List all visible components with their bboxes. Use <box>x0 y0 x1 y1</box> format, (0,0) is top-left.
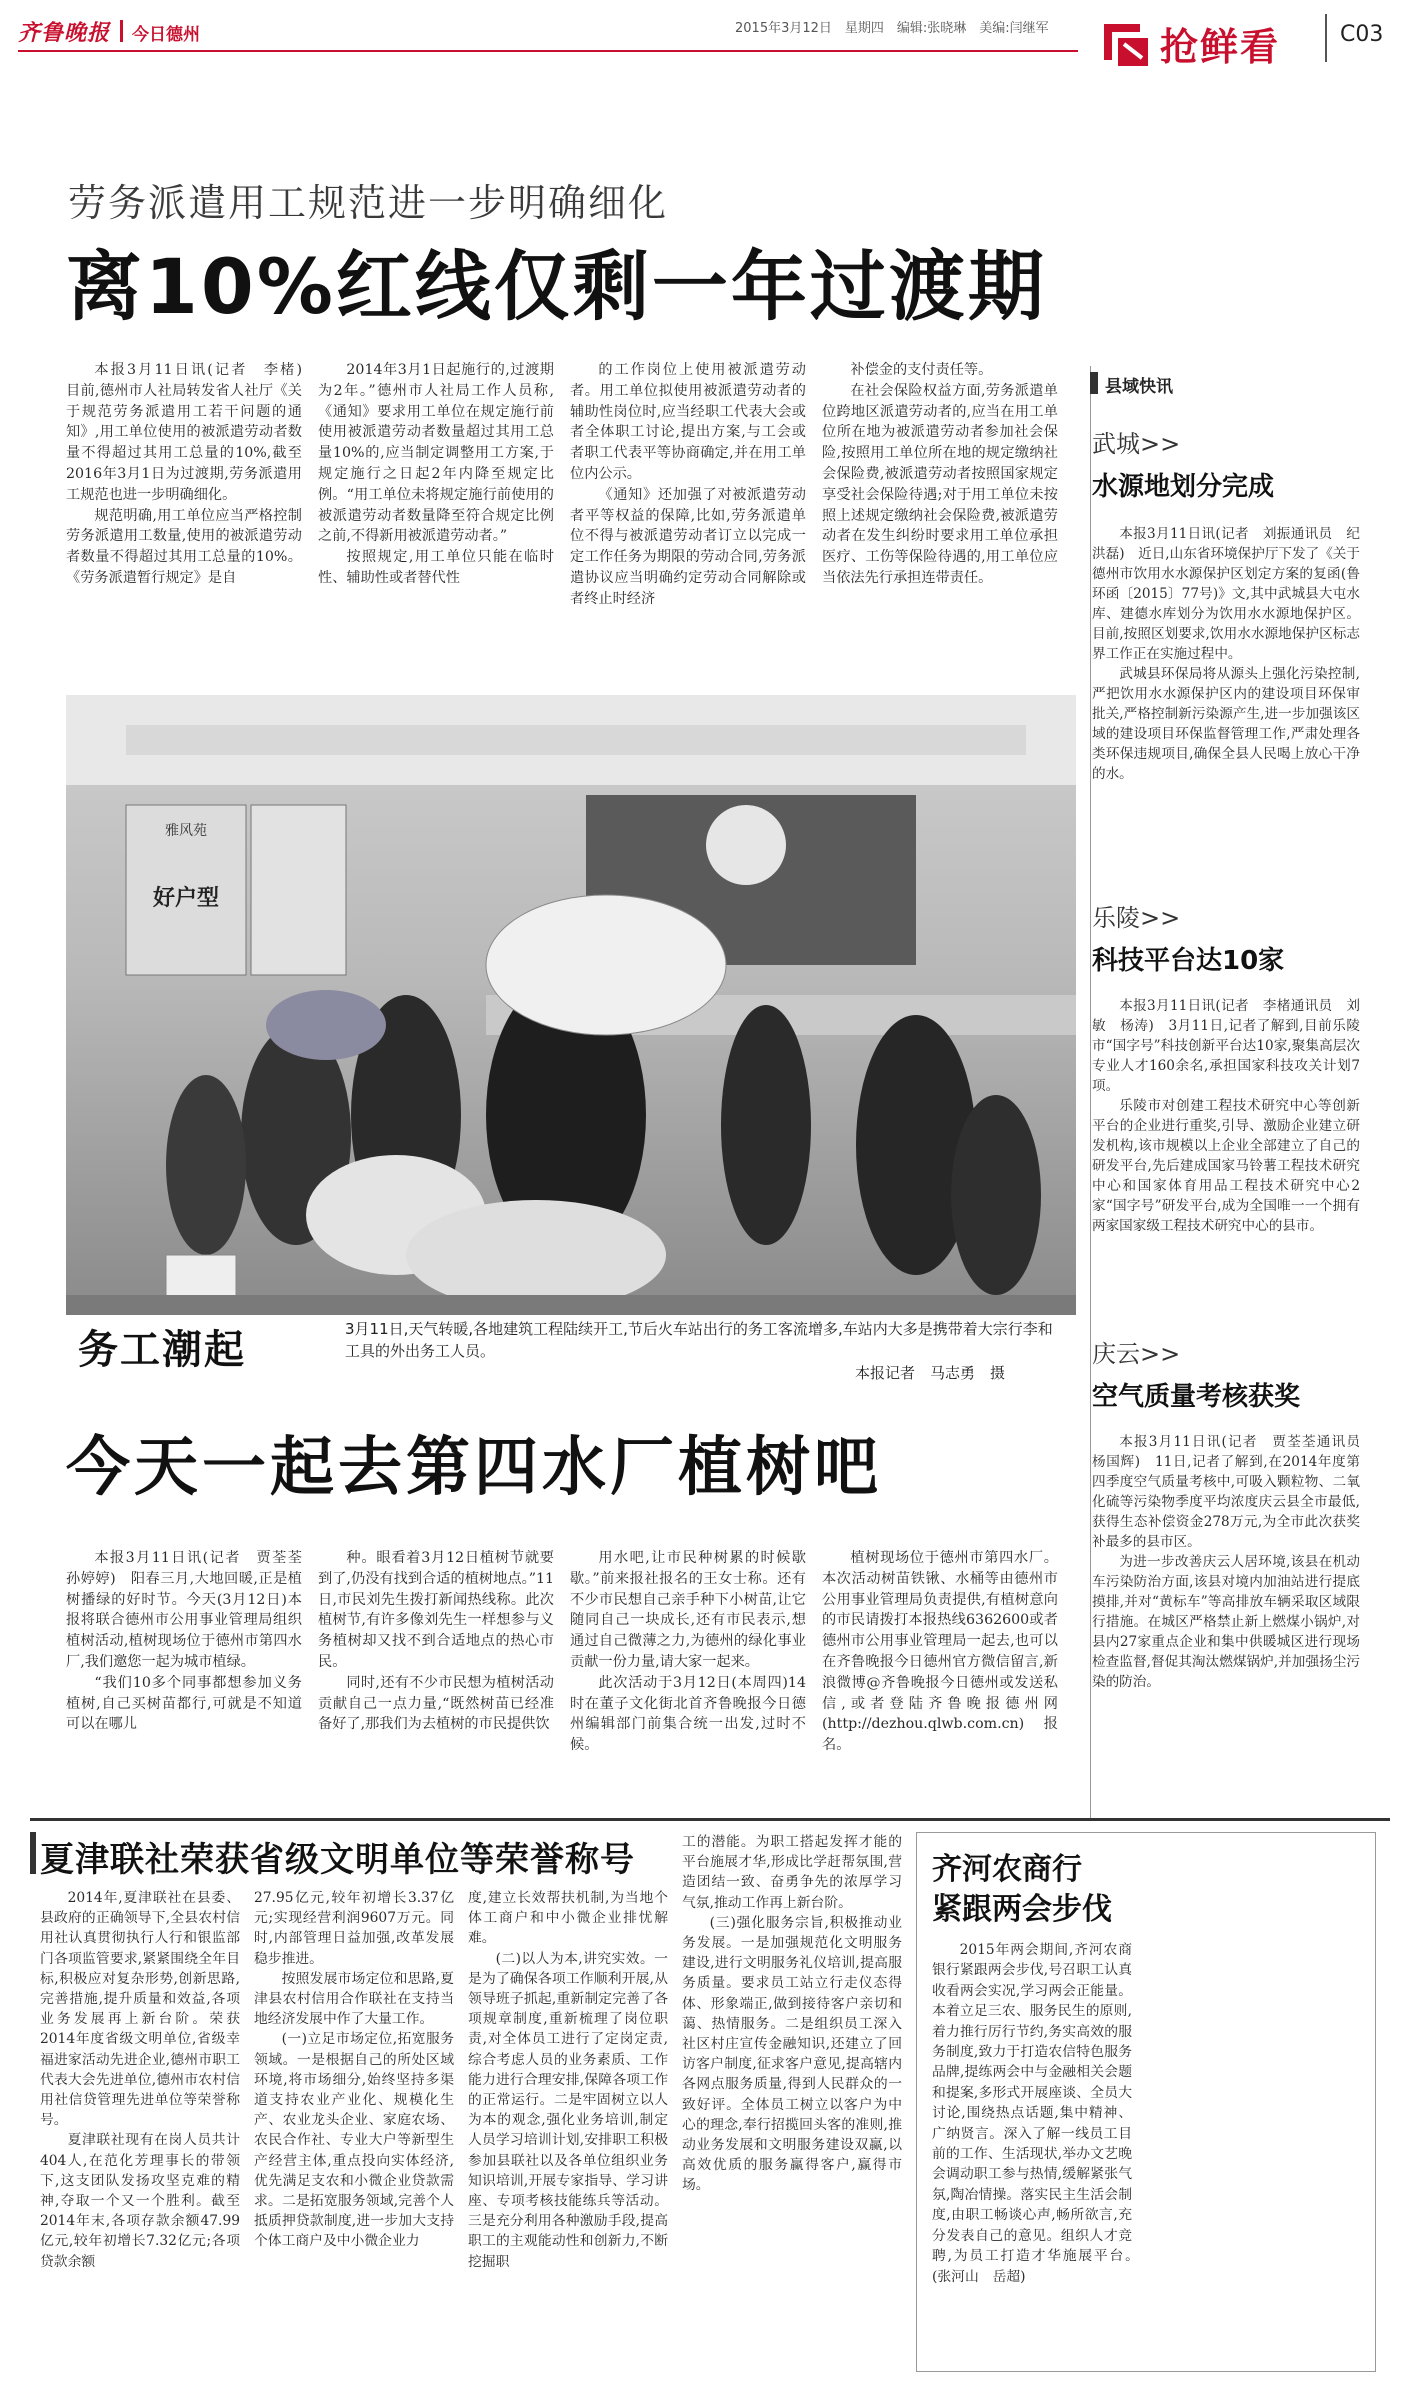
sidebar-label-marker <box>1090 372 1098 394</box>
brief-location: 乐陵>> <box>1092 904 1181 932</box>
logo-divider <box>120 20 123 42</box>
headline-marker <box>30 1832 36 1874</box>
page-number: C03 <box>1340 22 1384 47</box>
paragraph: 2014年3月1日起施行的,过渡期为2年。”德州市人社局工作人员称,《通知》要求用工单位在规定施行前使用被派遣劳动者数量超过其用工总量10%的,应当制定调整用工方案,于规定施行之日起2年内降至规定比例。“用工单位未将规定施行前使用的被派遣劳动者数量降至符合规定比例之前,不得新用被派遣劳动者。” <box>318 362 554 545</box>
tree-column-2 <box>318 1548 554 1808</box>
paragraph: 27.95亿元,较年初增长3.37亿元;实现经营利润9607万元。同时,内部管理日益加强,改革发展稳步推进。 <box>254 1890 454 1967</box>
brief-headline: 科技平台达10家 <box>1092 946 1285 976</box>
paragraph: “我们10多个同事都想参加义务植树,自己买树苗都行,可就是不知道可以在哪儿 <box>66 1674 302 1733</box>
photo-credit: 本报记者 马志勇 摄 <box>854 1364 1005 1382</box>
paragraph: 武城县环保局将从源头上强化污染控制,严把饮用水水源保护区内的建设项目环保审批关,严格控制新污染源产生,进一步加强该区域的建设项目环保监督管理工作,严肃处理各类环保违规项目,确保全县人民喝上放心干净的水。 <box>1092 666 1360 782</box>
paragraph: (二)以人为本,讲究实效。一是为了确保各项工作顺利开展,从领导班子抓起,重新制定完善了各项规章制度,重新梳理了岗位职责,对全体员工进行了定岗定责,综合考虑人员的业务素质、工作能力进行合理安排,保障各项工作的正常运行。二是牢固树立以人为本的观念,强化业务培训,制定人员学习培训计划,安排职工积极参加县联社以及各单位组织业务知识培训,开展专家指导、学习讲座、专项考核技能练兵等活动。三是充分利用各种激励手段,提高职工的主观能动性和创新力,不断挖掘职 <box>468 1950 668 2270</box>
paragraph: (一)立足市场定位,拓宽服务领域。一是根据自己的所处区域环境,将市场细分,始终坚持多渠道支持农业产业化、规模化生产、农业龙头企业、家庭农场、农民合作社、专业大户等新型生产经营主体,重点投向实体经济,优先满足支农和小微企业贷款需求。二是拓宽服务领域,完善个人抵质押贷款制度,进一步加大支持个体工商户及中小微企业力 <box>254 2031 454 2250</box>
paragraph: 《通知》还加强了对被派遣劳动者平等权益的保障,比如,劳务派遣单位不得与被派遣劳动者订立以完成一定工作任务为期限的劳动合同,劳务派遣协议应当明确约定劳动合同解除或者终止时经济 <box>570 486 806 607</box>
tree-column-4 <box>822 1548 1058 1808</box>
right-headline-line-1: 齐河农商行 <box>932 1852 1082 1887</box>
right-headline-line-2: 紧跟两会步伐 <box>932 1892 1112 1927</box>
brief-body <box>1092 1432 1374 1810</box>
brief-headline: 水源地划分完成 <box>1092 472 1275 502</box>
paragraph: 在社会保险权益方面,劳务派遣单位跨地区派遣劳动者的,应当在用工单位所在地为被派遣劳动者参加社会保险,按照用工单位所在地的规定缴纳社会保险费,被派遣劳动者按照国家规定享受社会保险待遇;对于用工单位未按照上述规定缴纳社会保险费,被派遣劳动者在发生纠纷时要求用工单位承担医疗、工伤等保险待遇的,用工单位应当依法先行承担连带责任。 <box>822 382 1058 586</box>
paragraph: 的工作岗位上使用被派遣劳动者。用工单位拟使用被派遣劳动者的辅助性岗位时,应当经职工代表大会或者全体职工讨论,提出方案,与工会或者职工代表平等协商确定,并在用工单位内公示。 <box>570 362 806 482</box>
paragraph: 本报3月11日讯(记者 李楮) 目前,德州市人社局转发省人社厅《关于规范劳务派遣用工若干问题的通知》,用工单位使用的被派遣劳动者数量不得超过其用工总量的10%,截至2016年3月1日为过渡期,劳务派遣用工规范也进一步明确细化。 <box>66 362 317 503</box>
bottom-section-rule <box>30 1818 1390 1821</box>
paragraph: 按照发展市场定位和思路,夏津县农村信用合作联社在支持当地经济发展中作了大量工作。 <box>254 1970 454 2028</box>
paragraph: 同时,还有不少市民想为植树活动贡献自己一点力量,“既然树苗已经准备好了,那我们为去植树的市民提供饮 <box>318 1674 554 1733</box>
bottom-column-4 <box>682 1832 902 2378</box>
bottom-column-2 <box>254 1888 454 2378</box>
right-story-body <box>932 1940 1146 2370</box>
section-badge-icon <box>1100 20 1152 70</box>
brief-body <box>1092 524 1360 894</box>
story-column-3 <box>570 360 806 680</box>
brief-headline: 空气质量考核获奖 <box>1092 1382 1301 1412</box>
photo-sign-text: 雅风苑 <box>165 823 207 839</box>
photo-title: 务工潮起 <box>78 1327 246 1373</box>
paragraph: 本报3月11日讯(记者 刘振通讯员 纪洪磊) 近日,山东省环境保护厅下发了《关于德州市饮用水水源保护区划定方案的复函(鲁环函〔2015〕77号)》文,其中武城县大屯水库、建德水库划分为饮用水水源地保护区。目前,按照区划要求,饮用水水源地保护区标志界工作正在实施过程中。 <box>1092 526 1360 662</box>
bottom-column-1 <box>40 1888 240 2378</box>
paragraph: 为进一步改善庆云人居环境,该县在机动车污染防治方面,该县对境内加油站进行提底摸排,并对“黄标车”等高排放车辆采取区域限行措施。在城区严格禁止新上燃煤小锅炉,对县内27家重点企业和集中供暖城区进行现场检查监督,督促其淘汰燃煤锅炉,并加强扬尘污染的防治。 <box>1092 1554 1360 1690</box>
story-column-1 <box>66 360 317 680</box>
paragraph: 补偿金的支付责任等。 <box>850 362 993 378</box>
news-photo <box>66 695 1076 1315</box>
paragraph: 按照规定,用工单位只能在临时性、辅助性或者替代性 <box>318 549 554 586</box>
tree-story-headline: 今天一起去第四水厂植树吧 <box>66 1431 882 1505</box>
paragraph: 夏津联社现有在岗人员共计404人,在范化芳理事长的带领下,这支团队发扬攻坚克难的精神,夺取一个又一个胜利。截至2014年末,各项存款余额47.99亿元,较年初增长7.32亿元;各项贷款余额 <box>40 2132 240 2270</box>
section-title: 抢鲜看 <box>1160 25 1281 69</box>
brief-location: 武城>> <box>1092 430 1181 458</box>
issue-meta: 2015年3月12日 星期四 编辑:张晓琳 美编:闫继军 <box>735 21 1049 36</box>
paragraph: 植树现场位于德州市第四水厂。本次活动树苗铁锹、水桶等由德州市公用事业管理局负责提供,有植树意向的市民请拨打本报热线6362600或者德州市公用事业管理局一起去,也可以在齐鲁晚报今日德州官方微信留言,新浪微博@齐鲁晚报今日德州或发送私信,或者登陆齐鲁晚报德州网(http://dezhou.qlwb.com.cn)报名。 <box>822 1550 1058 1754</box>
edition-name: 今日德州 <box>132 25 200 45</box>
photo-sign-text: 好户型 <box>152 886 220 911</box>
paragraph: 用水吧,让市民种树累的时候歇歇。”前来报社报名的王女士称。还有不少市民想自己亲手种下小树苗,让它随同自己一块成长,还有市民表示,想通过自己微薄之力,为德州的绿化事业贡献一份力量,请大家一起来。 <box>570 1550 806 1670</box>
newspaper-logo: 齐鲁晚报 <box>18 20 111 46</box>
paragraph: 本报3月11日讯(记者 李楮通讯员 刘敏 杨涛) 3月11日,记者了解到,目前乐陵市“国字号”科技创新平台达10家,聚集高层次专业人才160余名,承担国家科技攻关计划7项。 <box>1092 998 1360 1094</box>
paragraph: 工的潜能。为职工搭起发挥才能的平台施展才华,形成比学赶帮氛围,营造团结一致、奋勇争先的浓厚学习气氛,推动工作再上新台阶。 <box>682 1834 902 1911</box>
paragraph: 本报3月11日讯(记者 贾荃荃通讯员 杨国辉) 11日,记者了解到,在2014年度第四季度空气质量考核中,可吸入颗粒物、二氧化硫等污染物季度平均浓度庆云县全市最低,获得生态补偿资金278万元,为全市此次获奖补最多的县市区。 <box>1092 1434 1374 1550</box>
paragraph: 2015年两会期间,齐河农商银行紧跟两会步伐,号召职工认真收看两会实况,学习两会正能量。本着立足三农、服务民生的原则,着力推行厉行节约,务实高效的服务制度,致力于打造农信特色服务品牌,提练两会中与金融相关会题和提案,多形式开展座谈、全员大讨论,围绕热点话题,集中精神、广纳贤言。深入了解一线员工目前的工作、生活现状,举办文艺晚会调动职工参与热情,缓解紧张气氛,陶冶情操。落实民主生活会制度,由职工畅谈心声,畅所欲言,充分发表自己的意见。组织人才竞聘,为员工打造才华施展平台。 (张河山 岳超) <box>932 1942 1146 2285</box>
brief-location: 庆云>> <box>1092 1340 1181 1368</box>
story-headline: 离10%红线仅剩一年过渡期 <box>66 242 1047 331</box>
paragraph: 规范明确,用工单位应当严格控制劳务派遣用工数量,使用的被派遣劳动者数量不得超过其用工总量的10%。《劳务派遣暂行规定》是自 <box>66 507 302 586</box>
bottom-column-3 <box>468 1888 668 2378</box>
section-divider <box>1325 14 1327 62</box>
masthead <box>0 0 1409 82</box>
masthead-rule <box>18 50 1078 52</box>
tree-column-1 <box>66 1548 317 1808</box>
caption-text: 3月11日,天气转暖,各地建筑工程陆续开工,节后火车站出行的务工客流增多,车站内大多是携带着大宗行李和工具的外出务工人员。 <box>345 1320 1053 1360</box>
paragraph: 2014年,夏津联社在县委、县政府的正确领导下,全县农村信用社认真贯彻执行人行和银监部门各项监管要求,紧紧围绕全年目标,积极应对复杂形势,创新思路,完善措施,提升质量和效益,各项业务发展再上新台阶。荣获2014年度省级文明单位,省级幸福进家活动先进企业,德州市职工代表大会先进单位,德州市农村信用社信贷管理先进单位等荣誉称号。 <box>40 1890 240 2129</box>
paragraph: 种。眼看着3月12日植树节就要到了,仍没有找到合适的植树地点。”11日,市民刘先生拨打新闻热线称。此次植树节,有许多像刘先生一样想参与义务植树却又找不到合适地点的热心市民。 <box>318 1550 554 1670</box>
paragraph: 乐陵市对创建工程技术研究中心等创新平台的企业进行重奖,引导、激励企业建立研发机构,该市规模以上企业全部建立了自己的研发平台,先后建成国家马铃薯工程技术研究中心和国家体育用品工程技术研究中心2家“国字号”研发平台,成为全国唯一一个拥有两家国家级工程技术研究中心的县市。 <box>1092 1098 1360 1234</box>
paragraph: 此次活动于3月12日(本周四)14时在董子文化街北首齐鲁晚报今日德州编辑部门前集合统一出发,过时不候。 <box>570 1674 806 1754</box>
paragraph: 本报3月11日讯(记者 贾荃荃 孙婷婷) 阳春三月,大地回暖,正是植树播绿的好时节。今天(3月12日)本报将联合德州市公用事业管理局组织植树活动,植树现场位于德州市第四水厂,我们邀您一起为城市植绿。 <box>66 1550 317 1670</box>
photo-caption <box>345 1318 1065 1384</box>
tree-column-3 <box>570 1548 806 1808</box>
story-column-4 <box>822 360 1058 680</box>
story-column-2 <box>318 360 554 680</box>
bottom-headline: 夏津联社荣获省级文明单位等荣誉称号 <box>40 1840 635 1880</box>
paragraph: 度,建立长效帮扶机制,为当地个体工商户和中小微企业排忧解难。 <box>468 1890 668 1947</box>
paragraph: (三)强化服务宗旨,积极推动业务发展。一是加强规范化文明服务建设,进行文明服务礼仪培训,提高服务质量。要求员工站立行走仪态得体、形象端正,做到接待客户亲切和蔼、热情服务。二是组织员工深入社区村庄宣传金融知识,还建立了回访客户制度,征求客户意见,提高辖内各网点服务质量,得到人民群众的一致好评。全体员工树立以客户为中心的理念,奉行招揽回头客的准则,推动业务发展和文明服务建设双赢,以高效优质的服务赢得客户,赢得市场。 <box>682 1914 902 2194</box>
brief-body <box>1092 996 1360 1326</box>
sidebar-label: 县域快讯 <box>1105 377 1173 397</box>
story-kicker: 劳务派遣用工规范进一步明确细化 <box>68 181 669 225</box>
